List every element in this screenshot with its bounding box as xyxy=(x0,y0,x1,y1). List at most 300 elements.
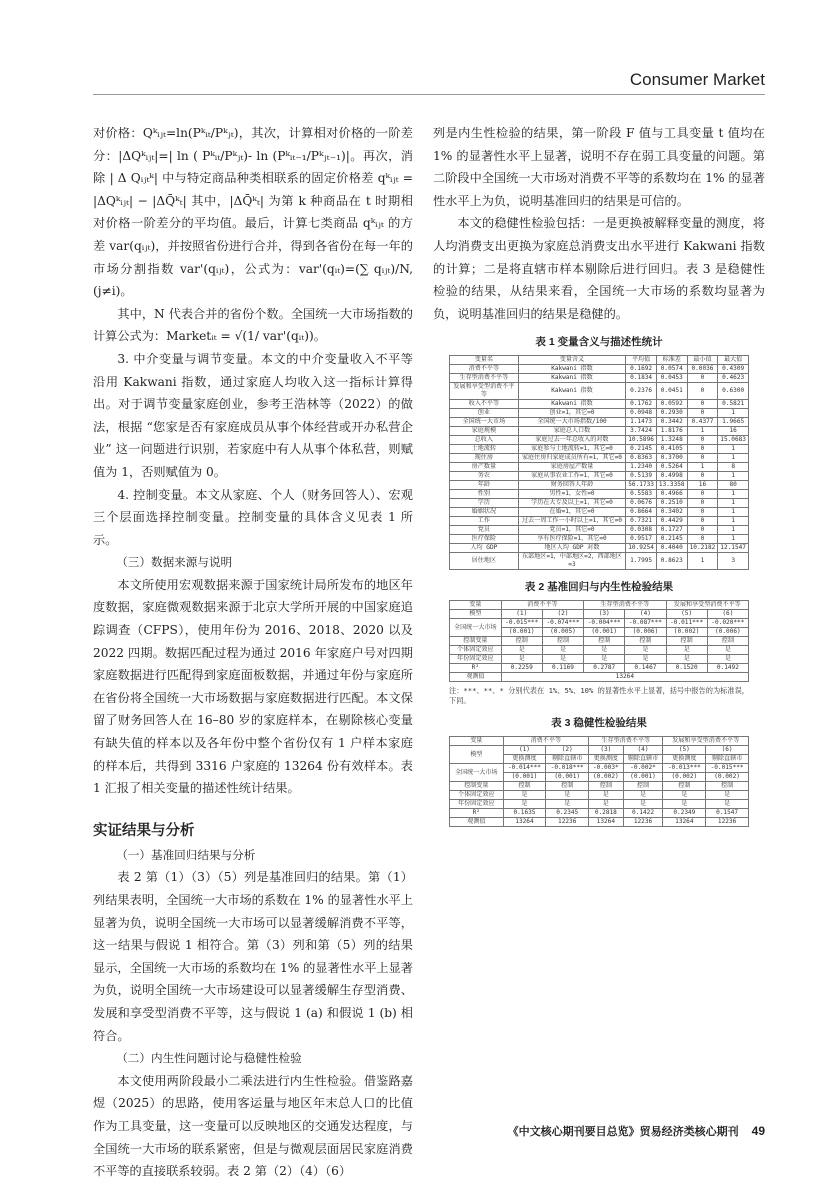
cell: 控制变量 xyxy=(450,637,502,646)
running-header: Consumer Market xyxy=(629,70,765,89)
cell: 房产数量 xyxy=(450,463,519,472)
cell: 0.2145 xyxy=(656,535,687,544)
cell: 0 xyxy=(687,409,718,418)
cell: 0.2930 xyxy=(656,409,687,418)
cell: 10.5896 xyxy=(626,436,657,445)
col-header: 平均值 xyxy=(626,356,657,365)
table-row xyxy=(450,535,749,544)
cell: 13264 xyxy=(503,818,546,827)
cell: 1.3248 xyxy=(656,436,687,445)
cell: 0.3442 xyxy=(656,418,687,427)
table-row xyxy=(450,746,749,755)
cell: 0.1692 xyxy=(626,365,657,374)
cell: 12236 xyxy=(706,818,749,827)
cell: 0 xyxy=(687,374,718,383)
cell: 家庭房屋产数量 xyxy=(518,463,626,472)
table-row xyxy=(450,809,749,818)
cell: -0.011*** xyxy=(666,619,707,628)
cell: -0.003* xyxy=(589,764,624,773)
cell: (0.001) xyxy=(584,628,625,637)
cell: 是 xyxy=(663,800,706,809)
table-row xyxy=(450,664,749,673)
cell: 年份固定效应 xyxy=(450,800,504,809)
table2-title: 表 2 基准回归与内生性检验结果 xyxy=(524,581,674,594)
cell: 家庭住房归家庭成员所有=1，其它=0 xyxy=(518,454,626,463)
cell: 1 xyxy=(718,454,749,463)
cell: (1) xyxy=(503,746,546,755)
cell: 学历在大专及以上=1，其它=0 xyxy=(518,499,626,508)
cell: 13.3358 xyxy=(656,481,687,490)
cell: 0.3700 xyxy=(656,454,687,463)
cell: 0.4429 xyxy=(656,517,687,526)
cell: (0.001) xyxy=(503,773,546,782)
cell: 是 xyxy=(589,791,624,800)
table-row xyxy=(450,637,749,646)
page-number: 49 xyxy=(751,1124,765,1138)
cell: 1 xyxy=(718,490,749,499)
cell: 0.4966 xyxy=(656,490,687,499)
cell: 8 xyxy=(718,463,749,472)
cell: 消费不平等 xyxy=(450,365,519,374)
table-header-row xyxy=(450,737,749,746)
cell: 0 xyxy=(687,383,718,400)
cell: 0 xyxy=(687,526,718,535)
cell: 是 xyxy=(542,646,583,655)
cell: 0.2349 xyxy=(663,809,706,818)
paragraph: 4. 控制变量。本文从家庭、个人（财务回答人）、宏观三个层面选择控制变量。控制变量的具体含义见表 1 所示。 xyxy=(93,487,413,547)
cell: 80 xyxy=(718,481,749,490)
cell: 0.8623 xyxy=(656,553,687,570)
cell: 是 xyxy=(663,791,706,800)
cell: (0.006) xyxy=(625,628,666,637)
cell: 0.0948 xyxy=(626,409,657,418)
paragraph: 本文所使用宏观数据来源于国家统计局所发布的地区年度数据，家庭微观数据来源于北京大学所开展的中国家庭追踪调查（CFPS），使用年份为 2016、2018、2020 以及 2022 四期。数据匹配过程为通过 2016 年家庭户号对四期家庭数据进行匹配得到家庭面板数据，并通过年份与家庭所在省份将全国统一大市场数据与家庭数据进行匹配。本文保留了财务回答人在 16–80 岁的家庭样本，在剔除核心变量有缺失值的样本以及各年份中整个省份仅有 1 户样本家庭的样本后，共得到 3316 户家庭的 13264 份有效样本。表 1 汇报了相关变量的描述性统计结果。 xyxy=(93,577,413,796)
cell: 12.1547 xyxy=(718,544,749,553)
cell: 0.4998 xyxy=(656,472,687,481)
cell: 0.1422 xyxy=(623,809,663,818)
cell: 1.9665 xyxy=(718,418,749,427)
cell: 是 xyxy=(501,646,542,655)
cell: 是 xyxy=(589,800,624,809)
cell: 财务回答人年龄 xyxy=(518,481,626,490)
cell: 0.0676 xyxy=(626,499,657,508)
cell: 生存型消费不平等 xyxy=(584,601,666,610)
header-rule xyxy=(93,94,765,95)
table-header-row xyxy=(450,601,749,610)
cell: 1 xyxy=(718,508,749,517)
cell: 0 xyxy=(687,445,718,454)
cell: 0.1520 xyxy=(666,664,707,673)
cell: 更换测度 xyxy=(503,755,546,764)
cell: 0.1762 xyxy=(626,400,657,409)
cell: 是 xyxy=(707,655,748,664)
paragraph: 表 2 第（1）（3）（5）列是基准回归的结果。第（1）列结果表明，全国统一大市场的系数在 1% 的显著性水平上显著为负，说明全国统一大市场可以显著缓解消费不平等，这一结果与假说 1 相符合。第（3）列和第（5）列的结果显示，全国统一大市场的系数均在 1% 的显著性水平上显著为负，说明全国统一大市场建设可以显著缓解生存型消费、发展和享受型消费不平等，这与假说 1 (a) 和假说 1 (b) 相符合。 xyxy=(93,870,413,1043)
table-row xyxy=(450,818,749,827)
cell: (5) xyxy=(663,746,706,755)
cell: 是 xyxy=(666,655,707,664)
cell: 全国统一大市场 xyxy=(450,619,502,637)
cell: 医疗保险 xyxy=(450,535,519,544)
table-row xyxy=(450,610,749,619)
cell: 1 xyxy=(718,472,749,481)
cell: (0.006) xyxy=(707,628,748,637)
cell: (0.001) xyxy=(623,773,663,782)
cell: 12236 xyxy=(623,818,663,827)
cell: 控制 xyxy=(623,782,663,791)
cell: Kakwani 指数 xyxy=(518,400,626,409)
cell: (2) xyxy=(546,746,589,755)
cell: (0.005) xyxy=(542,628,583,637)
cell: 是 xyxy=(546,791,589,800)
cell: 3.7424 xyxy=(626,427,657,436)
cell: 控制 xyxy=(501,637,542,646)
cell: (0.001) xyxy=(546,773,589,782)
cell: 0.1467 xyxy=(625,664,666,673)
table-row xyxy=(450,619,749,628)
cell: 消费不平等 xyxy=(501,601,583,610)
cell: 12236 xyxy=(546,818,589,827)
cell: (0.002) xyxy=(663,773,706,782)
table-row xyxy=(450,800,749,809)
table-row xyxy=(450,544,749,553)
cell: 家庭参与土地流转=1，其它=0 xyxy=(518,445,626,454)
cell: 是 xyxy=(625,646,666,655)
cell: 观测值 xyxy=(450,818,504,827)
cell: 0.2145 xyxy=(626,445,657,454)
cell: 1 xyxy=(718,517,749,526)
cell: 控制变量 xyxy=(450,782,504,791)
cell: 创业=1，其它=0 xyxy=(518,409,626,418)
cell: 0.4377 xyxy=(687,418,718,427)
cell: 1 xyxy=(718,445,749,454)
cell: 13264 xyxy=(501,673,748,682)
cell: 全国统一大市场 xyxy=(450,418,519,427)
paragraph: 本文的稳健性检验包括：一是更换被解释变量的测度，将人均消费支出更换为家庭总消费支出水平进行 Kakwani 指数的计算；二是将直辖市样本剔除后进行回归。表 3 是稳健性检验的结果，从结果来看，全国统一大市场的系数均显著为负，说明基准回归的结果是稳健的。 xyxy=(433,216,765,321)
cell: 人均 GDP xyxy=(450,544,519,553)
cell: 发展和享受型消费不平等 xyxy=(450,383,519,400)
cell: 15.0683 xyxy=(718,436,749,445)
cell: Kakwani 指数 xyxy=(518,365,626,374)
cell: 0 xyxy=(687,535,718,544)
table-row xyxy=(450,418,749,427)
cell: 享有医疗保险=1，其它=0 xyxy=(518,535,626,544)
cell: 模型 xyxy=(450,610,502,619)
cell: 1 xyxy=(718,499,749,508)
cell: 剔除直辖市 xyxy=(546,755,589,764)
cell: 3 xyxy=(718,553,749,570)
cell: (2) xyxy=(542,610,583,619)
cell: R² xyxy=(450,809,504,818)
cell: 创业 xyxy=(450,409,519,418)
cell: 是 xyxy=(707,646,748,655)
cell: R² xyxy=(450,664,502,673)
cell: 务农 xyxy=(450,472,519,481)
cell: 是 xyxy=(584,646,625,655)
table-row xyxy=(450,436,749,445)
paragraph: 3. 中介变量与调节变量。本文的中介变量收入不平等沿用 Kakwani 指数，通过家庭人均收入这一指标计算得出。对于调节变量家庭创业，参考王浩林等（2022）的做法，根据 “您家是否有家庭成员从事个体经营或开办私营企业” 这一问题进行识别，若家庭中有人从事个体私营，则赋值为 1，否则赋值为 0。 xyxy=(93,351,413,479)
cell: 0.1547 xyxy=(706,809,749,818)
table-row xyxy=(450,673,749,682)
cell: -0.013*** xyxy=(663,764,706,773)
cell: 控制 xyxy=(663,782,706,791)
cell: 是 xyxy=(501,655,542,664)
table-row xyxy=(450,445,749,454)
cell: -0.015*** xyxy=(501,619,542,628)
cell: 0.5264 xyxy=(656,463,687,472)
cell: 工作 xyxy=(450,517,519,526)
table-row xyxy=(450,791,749,800)
cell: (0.002) xyxy=(666,628,707,637)
cell: 0 xyxy=(687,472,718,481)
cell: 家庭总人口数 xyxy=(518,427,626,436)
col-header: 变量名 xyxy=(450,356,519,365)
cell: 0 xyxy=(687,499,718,508)
cell: 控制 xyxy=(584,637,625,646)
cell: 0.2376 xyxy=(626,383,657,400)
cell: 剔除直辖市 xyxy=(623,755,663,764)
cell: (0.002) xyxy=(706,773,749,782)
cell: 地区人均 GDP 对数 xyxy=(518,544,626,553)
cell: 0.5821 xyxy=(718,400,749,409)
cell: 16 xyxy=(687,481,718,490)
cell: 党员=1，其它=0 xyxy=(518,526,626,535)
cell: 1 xyxy=(687,553,718,570)
cell: (0.002) xyxy=(589,773,624,782)
cell: 是 xyxy=(503,791,546,800)
table-row xyxy=(450,383,749,400)
cell: 1 xyxy=(718,526,749,535)
table-row xyxy=(450,490,749,499)
cell: 控制 xyxy=(542,637,583,646)
cell: (5) xyxy=(666,610,707,619)
table1-title: 表 1 变量含义与描述性统计 xyxy=(535,336,663,349)
cell: 0.3402 xyxy=(656,508,687,517)
cell: 0.6300 xyxy=(718,383,749,400)
cell: 0.2510 xyxy=(656,499,687,508)
cell: 学历 xyxy=(450,499,519,508)
cell: 控制 xyxy=(625,637,666,646)
cell: 0.0592 xyxy=(656,400,687,409)
cell: 男性=1，女性=0 xyxy=(518,490,626,499)
cell: -0.002* xyxy=(623,764,663,773)
cell: 0.0453 xyxy=(656,374,687,383)
cell: -0.074*** xyxy=(542,619,583,628)
cell: 0.2818 xyxy=(589,809,624,818)
table-row xyxy=(450,655,749,664)
cell: 生存型消费不平等 xyxy=(450,374,519,383)
cell: 1 xyxy=(718,535,749,544)
cell: (3) xyxy=(584,610,625,619)
cell: 0.4105 xyxy=(656,445,687,454)
subsection-heading: （一）基准回归结果与分析 xyxy=(116,847,256,862)
cell: Kakwani 指数 xyxy=(518,383,626,400)
cell: 控制 xyxy=(546,782,589,791)
cell: (6) xyxy=(706,746,749,755)
cell: 0.0036 xyxy=(687,365,718,374)
table2 xyxy=(449,600,749,682)
subsection-heading: （二）内生性问题讨论与稳健性检验 xyxy=(116,1051,302,1066)
cell: 1.2340 xyxy=(626,463,657,472)
cell: 0 xyxy=(687,436,718,445)
cell: 0.9517 xyxy=(626,535,657,544)
cell: 1.1473 xyxy=(626,418,657,427)
cell: 变量 xyxy=(450,737,504,746)
cell: -0.015*** xyxy=(706,764,749,773)
cell: 0.4623 xyxy=(718,374,749,383)
cell: 0.2787 xyxy=(584,664,625,673)
cell: -0.018*** xyxy=(546,764,589,773)
cell: 总收入 xyxy=(450,436,519,445)
cell: 是 xyxy=(623,800,663,809)
table-row xyxy=(450,782,749,791)
table-row xyxy=(450,409,749,418)
cell: 1.7995 xyxy=(626,553,657,570)
cell: 0 xyxy=(687,454,718,463)
cell: 婚姻状况 xyxy=(450,508,519,517)
cell: 现住房 xyxy=(450,454,519,463)
cell: 0.4040 xyxy=(656,544,687,553)
cell: 模型 xyxy=(450,746,504,764)
cell: 0.1635 xyxy=(503,809,546,818)
cell: 土地流转 xyxy=(450,445,519,454)
table1 xyxy=(449,355,749,570)
cell: 是 xyxy=(666,646,707,655)
cell: 是 xyxy=(542,655,583,664)
table1-body xyxy=(450,365,749,570)
cell: 16 xyxy=(718,427,749,436)
cell: 13264 xyxy=(663,818,706,827)
col-header: 标准差 xyxy=(656,356,687,365)
table3-title: 表 3 稳健性检验结果 xyxy=(551,717,647,730)
cell: 0.0308 xyxy=(626,526,657,535)
cell: 变量 xyxy=(450,601,502,610)
cell: 个体固定效应 xyxy=(450,646,502,655)
table-row xyxy=(450,499,749,508)
table3 xyxy=(449,736,749,827)
table-row xyxy=(450,463,749,472)
table-header-row xyxy=(450,356,749,365)
cell: 发展和享受型消费不平等 xyxy=(666,601,748,610)
table-row xyxy=(450,400,749,409)
cell: 0.8363 xyxy=(626,454,657,463)
page-footer xyxy=(508,1123,765,1139)
paragraph: 本文使用两阶段最小二乘法进行内生性检验。借鉴路嘉煜（2025）的思路，使用客运量与地区年末总人口的比值作为工具变量，这一变量可以反映地区的交通发达程度，与全国统一大市场的联系紧密，但是与微观层面居民家庭消费不平等的直接联系较弱。表 2 第（2）（4）（6） xyxy=(93,1073,413,1179)
cell: -0.087*** xyxy=(625,619,666,628)
right-column xyxy=(433,122,765,827)
table-row xyxy=(450,764,749,773)
cell: 10.9254 xyxy=(626,544,657,553)
cell: 家庭从事农业工作=1，其它=0 xyxy=(518,472,626,481)
cell: 0 xyxy=(687,400,718,409)
section-title: 实证结果与分析 xyxy=(93,822,195,839)
cell: 控制 xyxy=(706,782,749,791)
cell: 0.1727 xyxy=(656,526,687,535)
table-row xyxy=(450,365,749,374)
cell: 0 xyxy=(687,517,718,526)
paragraph: 列是内生性检验的结果，第一阶段 F 值与工具变量 t 值均在 1% 的显著性水平上显著，说明不存在弱工具变量的问题。第二阶段中全国统一大市场对消费不平等的系数均在 1% 的显著性水平上为负，说明基准回归的结果是可信的。 xyxy=(433,126,765,208)
cell: 0.2345 xyxy=(546,809,589,818)
cell: 过去一周工作一小时以上=1，其它=0 xyxy=(518,517,626,526)
cell: 0.5139 xyxy=(626,472,657,481)
cell: 是 xyxy=(546,800,589,809)
cell: 全国统一大市场指数/100 xyxy=(518,418,626,427)
cell: 控制 xyxy=(707,637,748,646)
cell: 是 xyxy=(503,800,546,809)
cell: 0.0574 xyxy=(656,365,687,374)
cell: 在婚=1，其它=0 xyxy=(518,508,626,517)
cell: 控制 xyxy=(503,782,546,791)
subsection-heading: （三）数据来源与说明 xyxy=(116,555,233,570)
cell: 家庭规模 xyxy=(450,427,519,436)
cell: 1 xyxy=(687,463,718,472)
col-header: 最大值 xyxy=(718,356,749,365)
cell: 党员 xyxy=(450,526,519,535)
cell: 生存型消费不平等 xyxy=(589,737,663,746)
cell: 0.5583 xyxy=(626,490,657,499)
paragraph: 对价格：Qᵏᵢⱼₜ=ln(Pᵏᵢₜ/Pᵏⱼₜ)，其次，计算相对价格的一阶差分：|ΔQᵏᵢⱼₜ|=| ln ( Pᵏᵢₜ/Pᵏⱼₜ)- ln (Pᵏᵢₜ₋₁/Pᵏⱼₜ₋₁)|。再次，消除 | Δ Qᵢⱼₜᵏ| 中与特定商品种类相联系的固定价格差 qᵏᵢⱼₜ = |ΔQᵏᵢⱼₜ| − |ΔQ̄ᵏₜ| 其中，|ΔQ̄ᵏₜ| 为第 k 种商品在 t 时期相对价格一阶差分的平均值。最后，计算七类商品 qᵏᵢⱼₜ 的方差 var(qᵢⱼₜ)，并按照省份进行合并，得到各省份在每一年的市场分割指数 var'(qᵢⱼₜ)，公式为：var'(qᵢₜ)=(∑ qᵢⱼₜ)/N, (j≠i)。 xyxy=(93,126,413,299)
cell: 控制 xyxy=(666,637,707,646)
table-row xyxy=(450,526,749,535)
cell: 0.7321 xyxy=(626,517,657,526)
cell: -0.020*** xyxy=(707,619,748,628)
cell: 控制 xyxy=(589,782,624,791)
table-row xyxy=(450,481,749,490)
cell: 1 xyxy=(687,427,718,436)
cell: Kakwani 指数 xyxy=(518,374,626,383)
cell: 收入不平等 xyxy=(450,400,519,409)
cell: (0.001) xyxy=(501,628,542,637)
table-row xyxy=(450,427,749,436)
cell: (1) xyxy=(501,610,542,619)
col-header: 变量含义 xyxy=(518,356,626,365)
cell: 是 xyxy=(584,655,625,664)
cell: 发展和享受型消费不平等 xyxy=(663,737,749,746)
cell: 是 xyxy=(706,791,749,800)
cell: 消费不平等 xyxy=(503,737,589,746)
cell: (4) xyxy=(623,746,663,755)
cell: 性别 xyxy=(450,490,519,499)
cell: 剔除直辖市 xyxy=(706,755,749,764)
cell: 1 xyxy=(718,409,749,418)
cell: 10.2182 xyxy=(687,544,718,553)
cell: 是 xyxy=(706,800,749,809)
cell: 0.1169 xyxy=(542,664,583,673)
cell: 全国统一大市场 xyxy=(450,764,504,782)
cell: 0 xyxy=(687,508,718,517)
cell: -0.004*** xyxy=(584,619,625,628)
cell: 是 xyxy=(623,791,663,800)
cell: 0 xyxy=(687,490,718,499)
cell: 更换测度 xyxy=(589,755,624,764)
table-row xyxy=(450,508,749,517)
left-column xyxy=(93,122,413,1183)
cell: (3) xyxy=(589,746,624,755)
cell: 13264 xyxy=(589,818,624,827)
cell: 东部地区=1，中部地区=2，西部地区=3 xyxy=(518,553,626,570)
cell: 0.8664 xyxy=(626,508,657,517)
cell: 家庭过去一年总收入的对数 xyxy=(518,436,626,445)
table-row xyxy=(450,553,749,570)
table-row xyxy=(450,517,749,526)
cell: 0.4309 xyxy=(718,365,749,374)
cell: 0.2259 xyxy=(501,664,542,673)
cell: 居住地区 xyxy=(450,553,519,570)
cell: (6) xyxy=(707,610,748,619)
cell: -0.014*** xyxy=(503,764,546,773)
cell: 观测值 xyxy=(450,673,502,682)
table-row xyxy=(450,472,749,481)
cell: 1.8176 xyxy=(656,427,687,436)
